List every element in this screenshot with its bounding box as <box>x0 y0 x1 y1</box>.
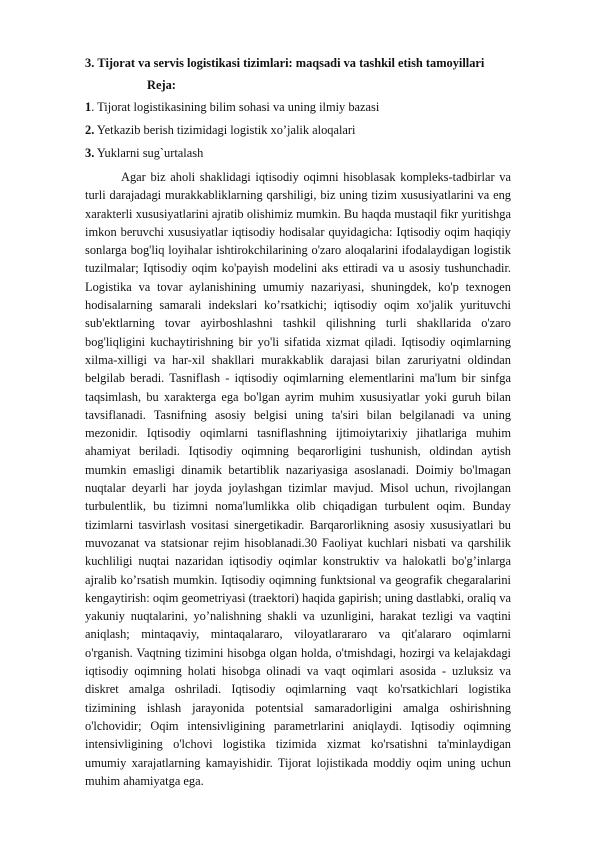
plan-item-number: 1 <box>85 100 92 114</box>
plan-item <box>85 145 511 161</box>
plan-item <box>85 122 511 138</box>
plan-item <box>85 99 511 115</box>
body-paragraph: Agar biz aholi shaklidagi iqtisodiy oqimni hisoblasak kompleks-tadbirlar va turli darajadagi murakkabliklarning qarshiligi, biz uning tizim xususiyatlarini va eng xarakterli xususiyatlarini ajratib olishimiz mumkin. Bu haqda mustaqil fikr yuritishga imkon beruvchi xususiyatlar iqtisodiy hodisalar quyidagicha: Iqtisodiy oqim haqiqiy sonlarga bog'liq loyihalar ishtirokchilarining o'zaro aloqalarini ifodalaydigan logistik tuzilmalar; Iqtisodiy oqim ko'payish modelini aks ettiradi va u asosiy tushunchadir. Logistika va tovar aylanishining umumiy nazariyasi, shuningdek, ko'p texnogen hodisalarning samarali indekslari ko’rsatkichi; iqtisodiy oqim xo'jalik yurituvchi sub'ektlarning tovar ayirboshlashni tashkil qilishning turli shakllarida o'zaro bog'liqligini kuchaytirishning bir yo'li sifatida xizmat qiladi. Iqtisodiy oqimlarning xilma-xilligi va har-xil shakllari murakkablik darajasi bilan zaruriyatni oldindan belgilab beradi. Tasniflash - iqtisodiy oqimlarning elementlarini ma'lum bir sinfga taqsimlash, bu xarakterga ega bo'lgan ayrim muhim xususiyatlar yoki guruh bilan tavsiflanadi. Tasnifning asosiy belgisi uning ta'siri bilan belgilanadi va uning mezonidir. Iqtisodiy oqimlarni tasniflashning ijtimoiytarixiy jihatlariga muhim ahamiyat beriladi. Iqtisodiy oqimning beqarorligini tushunish, oldindan aytish mumkin emasligi dinamik betartiblik nazariyasiga asoslanadi. Doimiy bo'lmagan nuqtalar deyarli har joyda joylashgan tizimlar mavjud. Misol uchun, rivojlangan turbulentlik, bu tizimni noma'lumlikka olib chiqadigan turbulent oqim. Bunday tizimlarni tasvirlash vositasi sinergetikadir. Barqarorlikning asosiy xususiyatlari bu muvozanat va statsionar rejim hisoblanadi.30 Faoliyat kuchlari nisbati va qarshilik kuchliligi nuqtai nazaridan iqtisodiy oqimlar konstruktiv va halokatli bo'g’inlarga ajralib ko’rsatish mumkin. Iqtisodiy oqimning funktsional va geografik chegaralarini kengaytirish: oqim geometriyasi (traektori) haqida gapirish; uning dastlabki, oraliq va yakuniy nuqtalarini, yo’nalishning shakli va uzunligini, harakat tezligi va vaqtini aniqlash; mintaqaviy, mintaqalararo, viloyatlarararo va qit'alararo oqimlarni o'rganish. Vaqtning tizimini hisobga olgan holda, o'tmishdagi, hozirgi va kelajakdagi iqtisodiy oqimning holati hisobga olinadi va vaqt oqimlari asosida - uzluksiz va diskret amalga oshriladi. Iqtisodiy oqimlarning vaqt ko'rsatkichlari logistika tizimining ishlash jarayonida potentsial samaradorligini amalga oshirishning o'lchovidir; Oqim intensivligining parametrlarini aniqlaydi. Iqtisodiy oqimning intensivligining o'lchovi logistika tizimida xizmat ko'rsatishni ta'minlaydigan umumiy xarajatlarning kamayishidir. Tijorat lojistikada moddiy oqim uning uchun muhim ahamiyatga ega. <box>85 170 511 788</box>
plan-label: Reja: <box>147 78 176 92</box>
plan-item-text: Yuklarni sug`urtalash <box>94 146 204 160</box>
plan-item-number: 3. <box>85 146 95 160</box>
document-page <box>85 55 511 790</box>
section-heading <box>85 55 511 71</box>
section-heading-number: 3. <box>85 56 95 70</box>
plan-item-text: Yetkazib berish tizimidagi logistik xo’jalik aloqalari <box>94 123 356 137</box>
section-heading-text: Tijorat va servis logistikasi tizimlari: maqsadi va tashkil etish tamoyillari <box>97 56 485 70</box>
plan-item-text: . Tijorat logistikasining bilim sohasi va uning ilmiy bazasi <box>91 100 380 114</box>
plan-item-number: 2. <box>85 123 95 137</box>
